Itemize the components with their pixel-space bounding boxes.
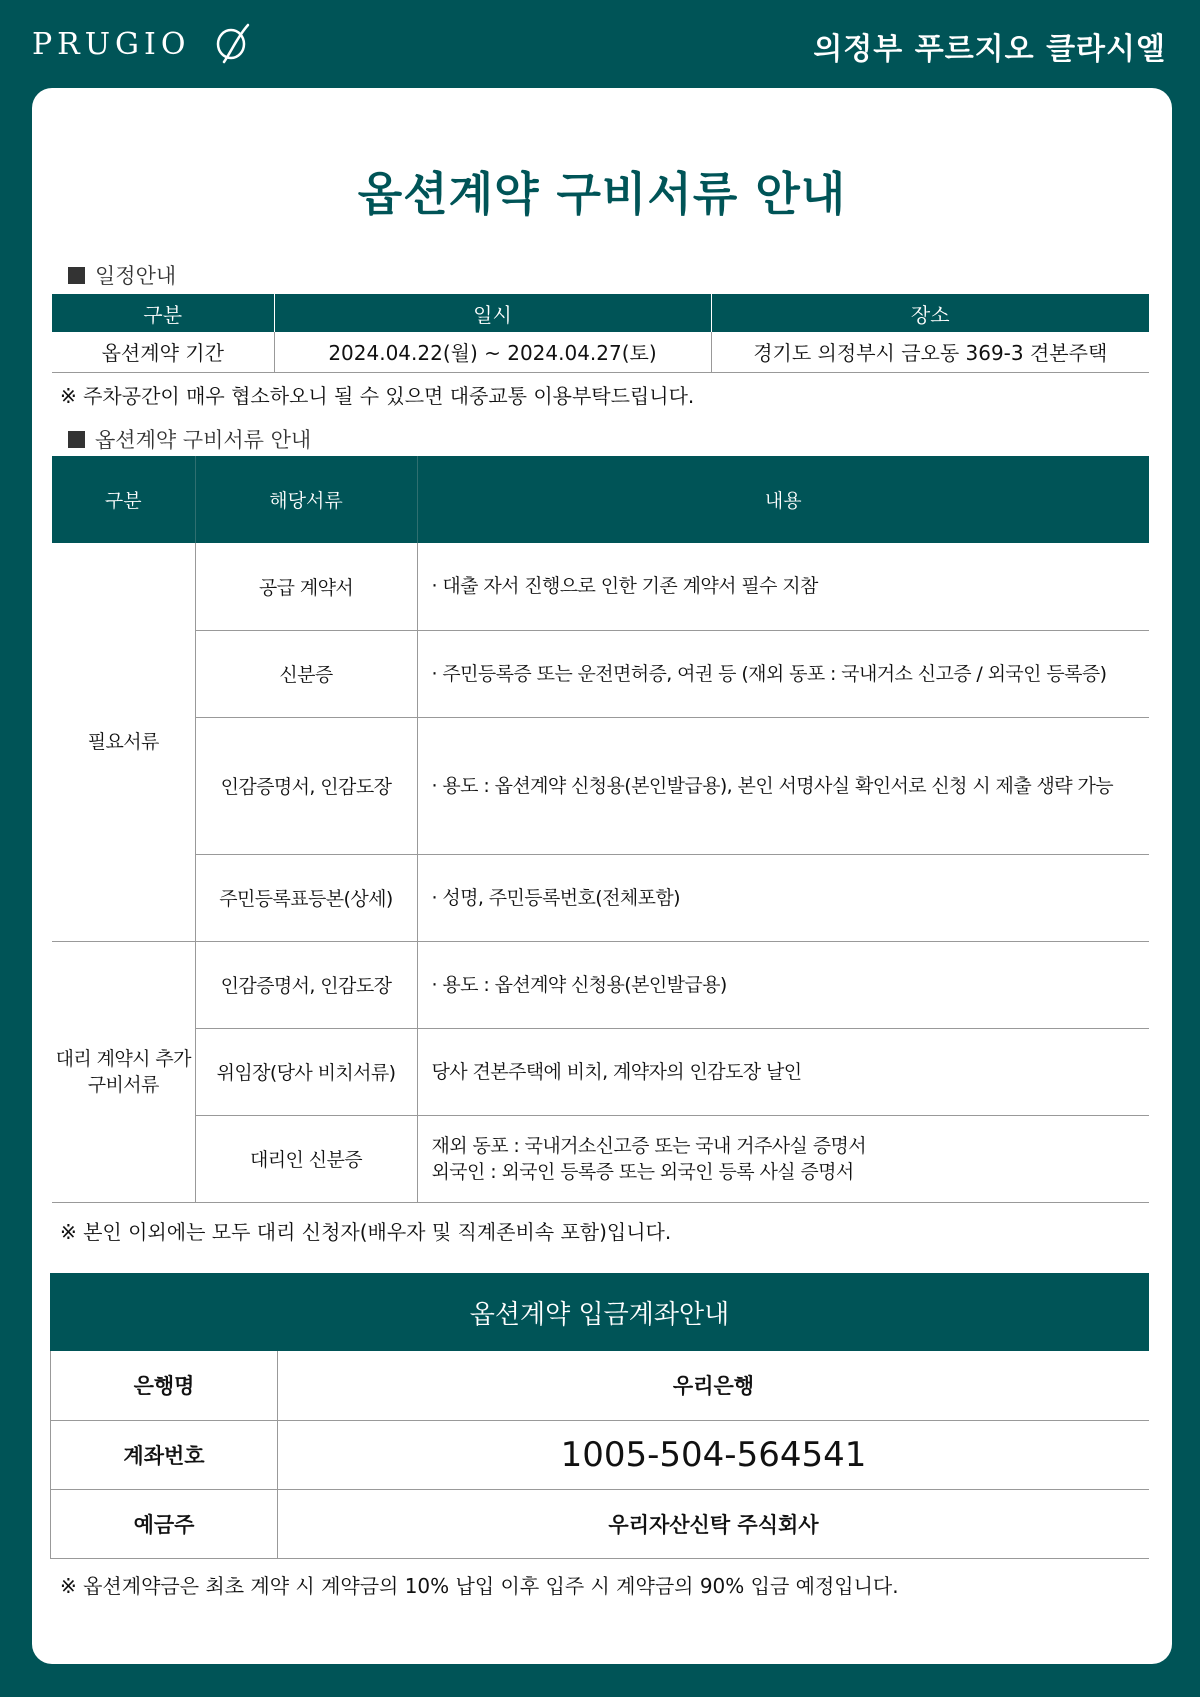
document-name: 인감증명서, 인감도장 xyxy=(195,717,417,854)
category-line: 대리 계약시 xyxy=(55,1047,150,1070)
table-row xyxy=(51,1489,1150,1558)
col-datetime: 일시 xyxy=(274,294,711,332)
document-content xyxy=(417,717,1149,854)
schedule-heading xyxy=(68,260,176,290)
category-line: 추가 구비서류 xyxy=(87,1047,191,1096)
proxy-docs-category xyxy=(52,941,195,1202)
document-content xyxy=(417,630,1149,717)
bullet-square-icon xyxy=(68,267,85,284)
bank-name-value: 우리은행 xyxy=(278,1351,1150,1420)
documents-table xyxy=(52,456,1149,1203)
notice-card xyxy=(32,88,1172,1664)
content-line: · 용도 : 옵션계약 신청용(본인발급용), 본인 서명사실 확인서로 신청 시 제출 생략 가능 xyxy=(431,774,1113,797)
prugio-leaf-icon xyxy=(214,22,252,66)
schedule-category: 옵션계약 기간 xyxy=(52,332,274,372)
page-title: 옵션계약 구비서류 안내 xyxy=(357,167,847,221)
document-content xyxy=(417,941,1149,1028)
col-category: 구분 xyxy=(52,294,274,332)
col-category: 구분 xyxy=(52,456,195,543)
document-name: 위임장(당사 비치서류) xyxy=(195,1028,417,1115)
table-row xyxy=(52,543,1149,630)
document-content xyxy=(417,543,1149,630)
account-number-label: 계좌번호 xyxy=(51,1420,278,1489)
table-row xyxy=(52,332,1149,372)
content-line: · 용도 : 옵션계약 신청용(본인발급용) xyxy=(431,973,727,996)
table-row xyxy=(51,1420,1150,1489)
schedule-header-row xyxy=(52,294,1149,332)
parking-note: ※ 주차공간이 매우 협소하오니 될 수 있으면 대중교통 이용부탁드립니다. xyxy=(60,384,695,408)
account-holder-value: 우리자산신탁 주식회사 xyxy=(278,1489,1150,1558)
table-row xyxy=(52,941,1149,1028)
document-content xyxy=(417,1115,1149,1202)
content-line: 재외 동포 : 국내거소신고증 또는 국내 거주사실 증명서 xyxy=(431,1134,866,1157)
table-row xyxy=(51,1351,1150,1420)
schedule-place: 경기도 의정부시 금오동 369-3 견본주택 xyxy=(711,332,1149,372)
content-line: 당사 견본주택에 비치, 계약자의 인감도장 날인 xyxy=(431,1060,802,1083)
col-content: 내용 xyxy=(417,456,1149,543)
content-line: · 대출 자서 진행으로 인한 기존 계약서 필수 지참 xyxy=(431,575,818,598)
document-name: 인감증명서, 인감도장 xyxy=(195,941,417,1028)
table-row xyxy=(52,717,1149,854)
bank-table xyxy=(50,1351,1149,1559)
payment-note: ※ 옵션계약금은 최초 계약 시 계약금의 10% 납입 이후 입주 시 계약금의 90% 입금 예정입니다. xyxy=(60,1574,899,1598)
documents-header-row xyxy=(52,456,1149,543)
required-docs-category: 필요서류 xyxy=(52,543,195,941)
bank-heading: 옵션계약 입금계좌안내 xyxy=(50,1273,1149,1351)
documents-heading xyxy=(68,424,311,454)
content-line: · 주민등록증 또는 운전면허증, 여권 등 (재외 동포 : 국내거소 신고증 / 외국인 등록증) xyxy=(431,662,1107,685)
document-name: 공급 계약서 xyxy=(195,543,417,630)
account-number-value: 1005-504-564541 xyxy=(278,1420,1150,1489)
schedule-period: 2024.04.22(월) ~ 2024.04.27(토) xyxy=(274,332,711,372)
schedule-heading-label: 일정안내 xyxy=(95,264,177,288)
document-content xyxy=(417,854,1149,941)
col-place: 장소 xyxy=(711,294,1149,332)
brand-logo-group xyxy=(32,22,252,66)
col-document: 해당서류 xyxy=(195,456,417,543)
table-row xyxy=(52,630,1149,717)
bullet-square-icon xyxy=(68,431,85,448)
bank-name-label: 은행명 xyxy=(51,1351,278,1420)
table-row xyxy=(52,1115,1149,1202)
documents-heading-label: 옵션계약 구비서류 안내 xyxy=(95,428,312,452)
proxy-note: ※ 본인 이외에는 모두 대리 신청자(배우자 및 직계존비속 포함)입니다. xyxy=(60,1220,672,1244)
content-line: 외국인 : 외국인 등록증 또는 외국인 등록 사실 증명서 xyxy=(431,1160,854,1183)
table-row xyxy=(52,854,1149,941)
site-name: 의정부 푸르지오 클라시엘 xyxy=(813,32,1166,67)
document-name: 주민등록표등본(상세) xyxy=(195,854,417,941)
document-name: 신분증 xyxy=(195,630,417,717)
schedule-table xyxy=(52,294,1149,373)
document-name: 대리인 신분증 xyxy=(195,1115,417,1202)
account-holder-label: 예금주 xyxy=(51,1489,278,1558)
table-row xyxy=(52,1028,1149,1115)
content-line: · 성명, 주민등록번호(전체포함) xyxy=(431,886,680,909)
document-content xyxy=(417,1028,1149,1115)
brand-wordmark: PRUGIO xyxy=(32,26,191,62)
